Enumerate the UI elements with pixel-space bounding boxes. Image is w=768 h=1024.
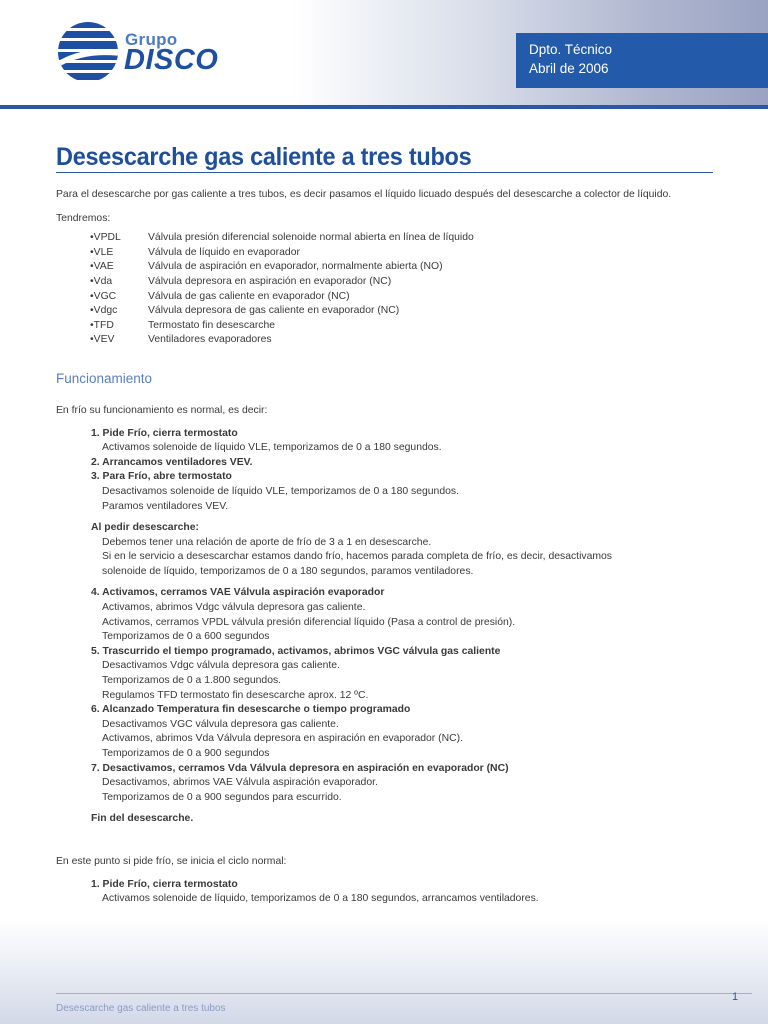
section-heading-funcionamiento: Funcionamiento	[56, 370, 153, 386]
definition-item	[90, 304, 716, 319]
al-pedir-heading: Al pedir desescarche:	[91, 522, 199, 534]
step-line: Activamos solenoide de líquido VLE, temporizamos de 0 a 180 segundos.	[102, 442, 442, 454]
definition-abbr: •VAE	[90, 261, 114, 273]
definition-desc: Válvula depresora de gas caliente en evaporador (NC)	[148, 305, 400, 317]
document-date: Abril de 2006	[529, 61, 609, 76]
definition-item	[90, 246, 716, 261]
definition-abbr: •Vda	[90, 275, 113, 287]
step-line: Debemos tener una relación de aporte de frío de 3 a 1 en desescarche.	[102, 536, 432, 548]
definition-desc: Válvula de gas caliente en evaporador (NC)	[148, 290, 350, 302]
step-line: solenoide de líquido, temporizamos de 0 a 180 segundos, paramos ventiladores.	[102, 565, 474, 577]
definition-item	[90, 333, 716, 348]
footer-divider	[56, 993, 752, 994]
definition-desc: Válvula presión diferencial solenoide normal abierta en línea de líquido	[148, 232, 474, 244]
definition-abbr: •Vdgc	[90, 305, 118, 317]
tendremos-label: Tendremos:	[56, 212, 111, 224]
step-heading: 1. Pide Frío, cierra termostato	[91, 878, 238, 890]
step-line: Temporizamos de 0 a 1.800 segundos.	[102, 675, 282, 687]
definition-abbr: •VEV	[90, 334, 115, 346]
step-heading: 4. Activamos, cerramos VAE Válvula aspiración evaporador	[91, 587, 385, 599]
header-divider	[0, 105, 768, 109]
definition-item	[90, 231, 716, 246]
step-line: Si en le servicio a desescarchar estamos dando frío, hacemos parada completa de frío, es decir, desactivamos	[102, 551, 612, 563]
intro-paragraph: Para el desescarche por gas caliente a tres tubos, es decir pasamos el líquido licuado después del desescarche a colector de líquido.	[56, 189, 672, 200]
definition-item	[90, 319, 716, 334]
definition-desc: Válvula de líquido en evaporador	[148, 246, 300, 258]
department-label: Dpto. Técnico	[529, 42, 613, 57]
step-line: Temporizamos de 0 a 600 segundos	[102, 631, 270, 643]
step-heading: 2. Arrancamos ventiladores VEV.	[91, 456, 253, 468]
steps-list	[91, 427, 716, 827]
lead-paragraph: En frío su funcionamiento es normal, es decir:	[56, 404, 268, 416]
definition-item	[90, 260, 716, 275]
definition-item	[90, 275, 716, 290]
definitions-list	[90, 231, 716, 348]
step-heading: 3. Para Frío, abre termostato	[91, 471, 232, 483]
department-infobox	[516, 33, 768, 88]
definition-desc: Termostato fin desescarche	[148, 319, 276, 331]
step-heading: 6. Alcanzado Temperatura fin desescarche o tiempo programado	[91, 704, 411, 716]
step-line: Desactivamos solenoide de líquido VLE, temporizamos de 0 a 180 segundos.	[102, 485, 459, 497]
step-line: Activamos solenoide de líquido, temporizamos de 0 a 180 segundos, arrancamos ventiladores.	[102, 893, 539, 905]
step-heading: 1. Pide Frío, cierra termostato	[91, 427, 238, 439]
step-line: Desactivamos Vdgc válvula depresora gas caliente.	[102, 660, 340, 672]
restart-lead: En este punto si pide frío, se inicia el ciclo normal:	[56, 855, 287, 867]
footer-title: Desescarche gas caliente a tres tubos	[56, 1003, 226, 1014]
definition-desc: Válvula depresora en aspiración en evaporador (NC)	[148, 275, 392, 287]
page-number: 1	[732, 991, 739, 1003]
step-line: Desactivamos, abrimos VAE Válvula aspiración evaporador.	[102, 777, 378, 789]
step-line: Activamos, abrimos Vdgc válvula depresora gas caliente.	[102, 602, 366, 614]
logo-grupo-text: Grupo	[125, 30, 178, 49]
definition-desc: Válvula de aspiración en evaporador, normalmente abierta (NO)	[148, 261, 443, 273]
step-line: Activamos, abrimos Vda Válvula depresora en aspiración en evaporador (NC).	[102, 733, 463, 745]
step-line: Paramos ventiladores VEV.	[102, 500, 229, 512]
step-heading: 5. Trascurrido el tiempo programado, activamos, abrimos VGC válvula gas caliente	[91, 645, 501, 657]
step-line: Temporizamos de 0 a 900 segundos para escurrido.	[102, 791, 342, 803]
globe-logo-icon	[56, 20, 120, 84]
title-underline	[56, 172, 713, 173]
definition-abbr: •VGC	[90, 290, 117, 302]
definition-item	[90, 290, 716, 305]
fin-desescarche: Fin del desescarche.	[91, 813, 194, 825]
definition-desc: Ventiladores evaporadores	[148, 334, 272, 346]
step-line: Temporizamos de 0 a 900 segundos	[102, 748, 270, 759]
step-line: Desactivamos VGC válvula depresora gas caliente.	[102, 718, 339, 730]
step-heading: 7. Desactivamos, cerramos Vda Válvula depresora en aspiración en evaporador (NC)	[91, 762, 509, 774]
definition-abbr: •TFD	[90, 319, 114, 331]
page-title: Desescarche gas caliente a tres tubos	[56, 143, 472, 171]
document-body	[56, 188, 716, 907]
definition-abbr: •VPDL	[90, 232, 121, 244]
step-line: Activamos, cerramos VPDL válvula presión diferencial líquido (Pasa a control de presión).	[102, 616, 516, 628]
step-line: Regulamos TFD termostato fin desescarche aprox. 12 ºC.	[102, 689, 369, 701]
restart-steps	[91, 878, 716, 907]
logo-disco-text: DISCO	[124, 44, 219, 76]
definition-abbr: •VLE	[90, 246, 114, 258]
